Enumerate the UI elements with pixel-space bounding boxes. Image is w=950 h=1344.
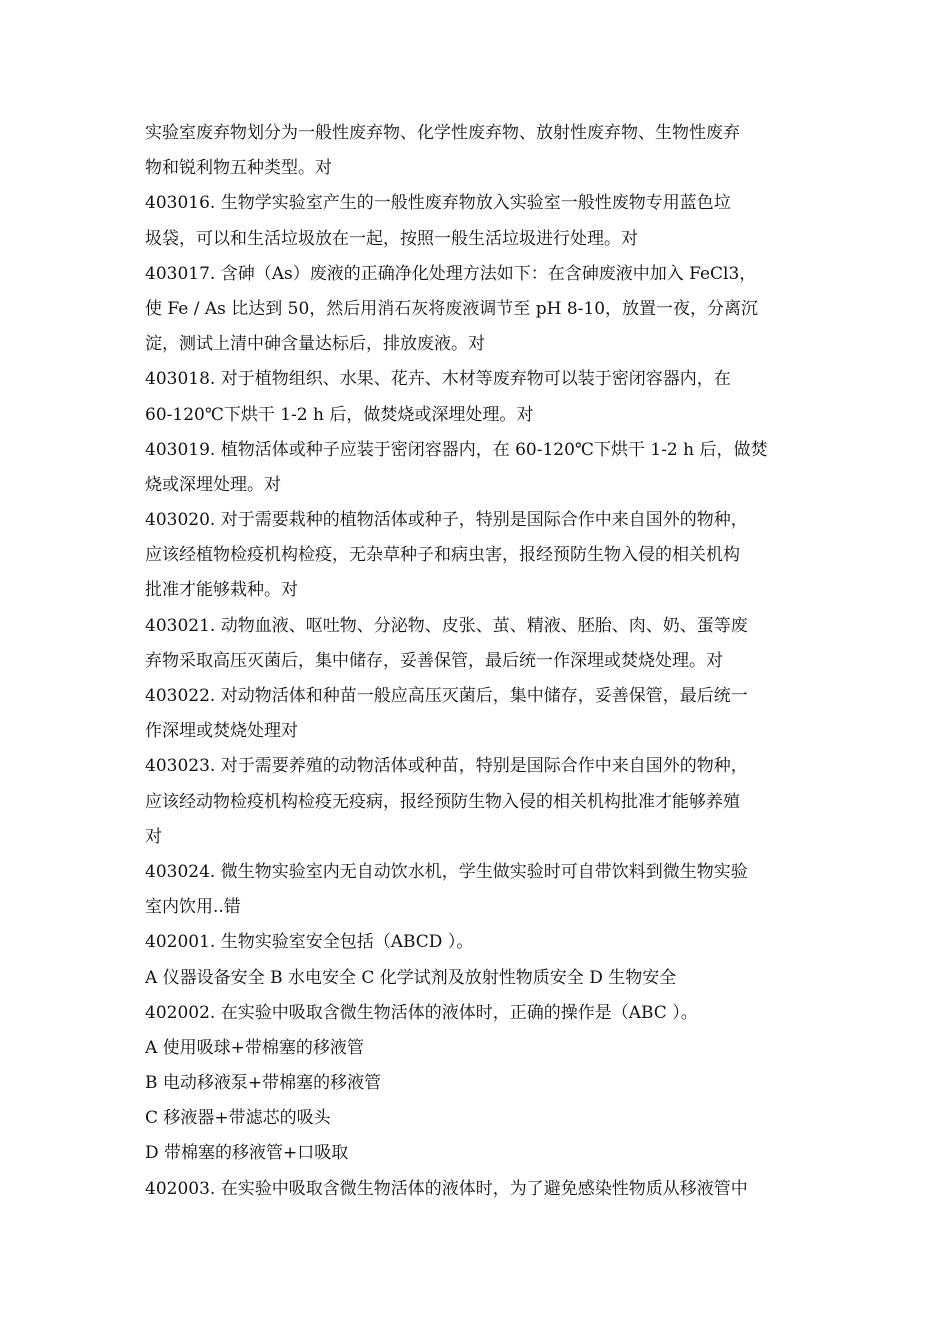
- text-line: 402002. 在实验中吸取含微生物活体的液体时，正确的操作是（ABC ）。: [145, 1002, 698, 1023]
- text-line: 淀，测试上清中砷含量达标后，排放废液。对: [145, 334, 485, 355]
- text-line: 作深埋或焚烧处理对: [145, 721, 298, 742]
- text-line: 烧或深埋处理。对: [145, 474, 281, 495]
- text-line: 圾袋，可以和生活垃圾放在一起，按照一般生活垃圾进行处理。对: [145, 228, 638, 249]
- text-line: 应该经植物检疫机构检疫，无杂草种子和病虫害，报经预防生物入侵的相关机构: [145, 545, 740, 566]
- text-line: 弃物采取高压灭菌后，集中储存，妥善保管，最后统一作深埋或焚烧处理。对: [145, 650, 723, 671]
- text-line: 403024. 微生物实验室内无自动饮水机，学生做实验时可自带饮料到微生物实验: [145, 861, 748, 882]
- text-line: 批准才能够栽种。对: [145, 580, 298, 601]
- text-line: B 电动移液泵+带棉塞的移液管: [145, 1073, 382, 1094]
- text-line: 物和锐利物五种类型。对: [145, 158, 332, 179]
- text-line: 403019. 植物活体或种子应装于密闭容器内，在 60-120℃下烘干 1-2 h 后，做焚: [145, 439, 768, 460]
- text-line: 402003. 在实验中吸取含微生物活体的液体时，为了避免感染性物质从移液管中: [145, 1178, 748, 1199]
- text-line: A 使用吸球+带棉塞的移液管: [145, 1037, 364, 1058]
- text-line: 403016. 生物学实验室产生的一般性废弃物放入实验室一般性废物专用蓝色垃: [145, 193, 731, 214]
- text-line: 403018. 对于植物组织、水果、花卉、木材等废弃物可以装于密闭容器内，在: [145, 369, 731, 390]
- text-line: A 仪器设备安全 B 水电安全 C 化学试剂及放射性物质安全 D 生物安全: [145, 967, 677, 988]
- text-line: D 带棉塞的移液管+口吸取: [145, 1143, 349, 1164]
- text-line: 403021. 动物血液、呕吐物、分泌物、皮张、茧、精液、胚胎、肉、奶、蛋等废: [145, 615, 748, 636]
- document-body: [145, 116, 813, 1207]
- text-line: C 移液器+带滤芯的吸头: [145, 1108, 331, 1129]
- text-line: 应该经动物检疫机构检疫无疫病，报经预防生物入侵的相关机构批准才能够养殖: [145, 791, 740, 812]
- text-line: 403022. 对动物活体和种苗一般应高压灭菌后，集中储存，妥善保管，最后统一: [145, 686, 748, 706]
- text-line: 室内饮用..错: [145, 897, 241, 918]
- text-line: 对: [145, 826, 162, 847]
- text-line: 实验室废弃物划分为一般性废弃物、化学性废弃物、放射性废弃物、生物性废弃: [145, 123, 740, 143]
- text-line: 403023. 对于需要养殖的动物活体或种苗，特别是国际合作中来自国外的物种，: [145, 756, 748, 777]
- text-line: 403017. 含砷（As）废液的正确净化处理方法如下：在含砷废液中加入 FeCl3，: [145, 263, 757, 284]
- text-line: 60-120℃下烘干 1-2 h 后，做焚烧或深埋处理。对: [145, 404, 534, 425]
- text-line: 使 Fe / As 比达到 50，然后用消石灰将废液调节至 pH 8-10，放置一夜，分离沉: [145, 298, 759, 319]
- text-line: 403020. 对于需要栽种的植物活体或种子，特别是国际合作中来自国外的物种，: [145, 510, 748, 531]
- text-line: 402001. 生物实验室安全包括（ABCD ）。: [145, 932, 474, 953]
